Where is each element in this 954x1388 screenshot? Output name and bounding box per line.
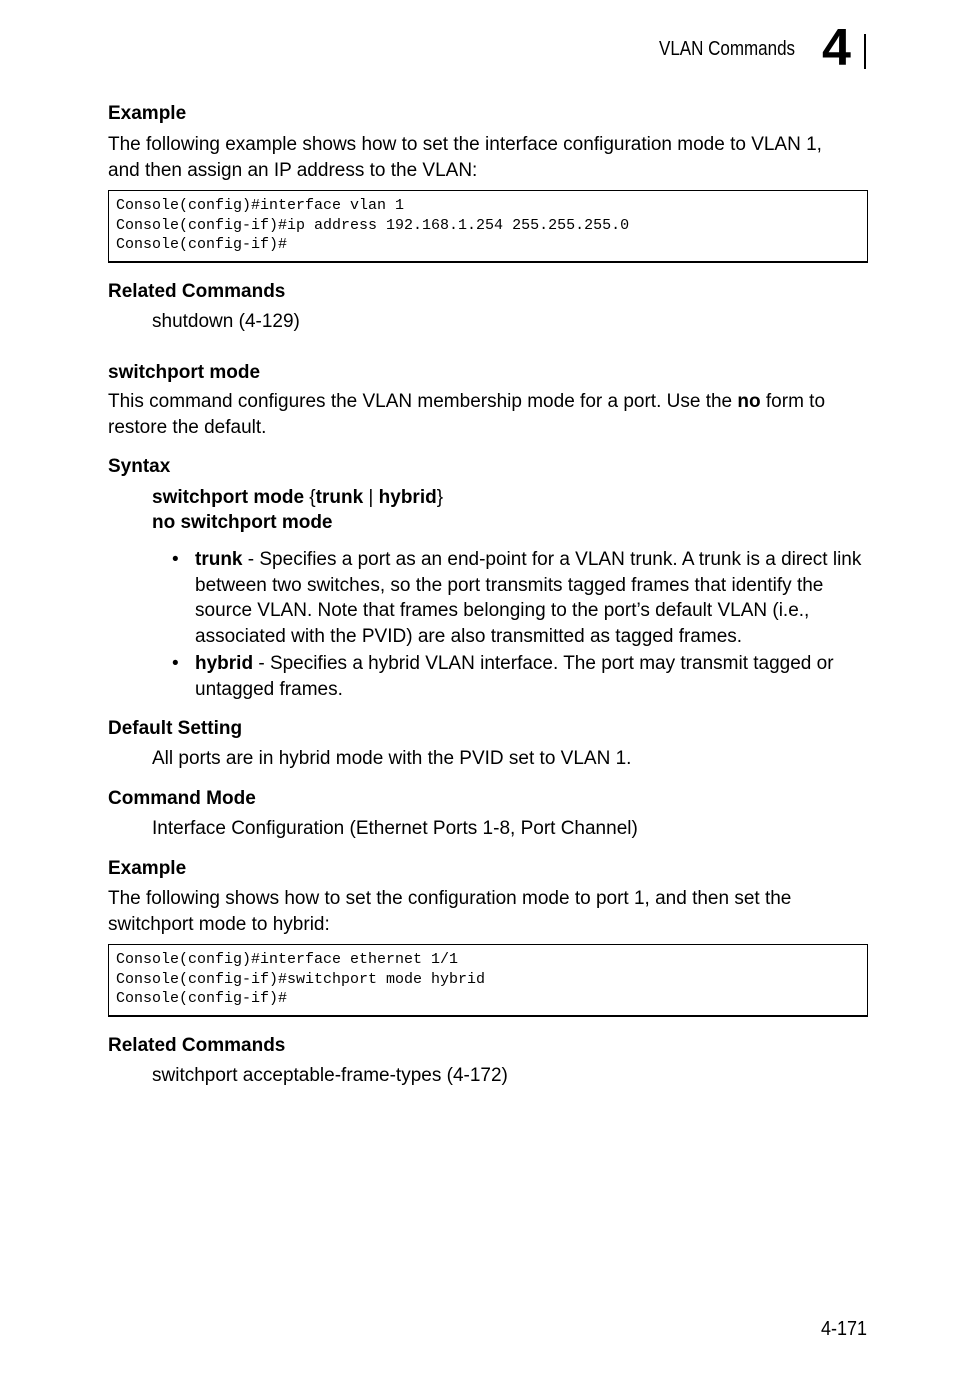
- related-commands-heading: Related Commands: [108, 281, 286, 302]
- example-heading: Example: [108, 103, 187, 124]
- parameter-list: [172, 547, 872, 702]
- running-header-title: VLAN Commands: [659, 38, 796, 60]
- command-mode-heading: Command Mode: [108, 788, 256, 809]
- example-intro: The following shows how to set the configuration mode to port 1, and then set the switchport mode to hybrid:: [108, 888, 792, 935]
- syntax-line-2: no switchport mode: [152, 512, 333, 533]
- chapter-number: 4: [822, 19, 851, 77]
- related-commands-heading: Related Commands: [108, 1035, 286, 1056]
- command-name: switchport mode: [108, 362, 261, 383]
- default-setting-text: All ports are in hybrid mode with the PVID set to VLAN 1.: [152, 748, 632, 769]
- syntax-heading: Syntax: [108, 456, 171, 477]
- bullet-icon: •: [172, 653, 179, 674]
- related-command-link: switchport acceptable-frame-types (4-172): [152, 1065, 508, 1086]
- command-mode-text: Interface Configuration (Ethernet Ports 1-8, Port Channel): [152, 818, 638, 839]
- default-setting-heading: Default Setting: [108, 718, 243, 739]
- list-item: • hybrid - Specifies a hybrid VLAN interface. The port may transmit tagged or untagged frames.: [172, 651, 872, 702]
- command-description: This command configures the VLAN membership mode for a port. Use the no form to restore the default.: [108, 391, 826, 438]
- list-item: • trunk - Specifies a port as an end-point for a VLAN trunk. A trunk is a direct link between two switches, so the port transmits tagged frames that identify the source VLAN. Note that frames belonging to the port’s default VLAN (i.e., associated with the PVID) are also transmitted as tagged frames.: [172, 547, 872, 649]
- bullet-icon: •: [172, 549, 179, 570]
- header-divider: [864, 34, 866, 69]
- code-block: Console(config)#interface ethernet 1/1 Console(config-if)#switchport mode hybrid Console(config-if)#: [108, 944, 868, 1017]
- example-heading: Example: [108, 858, 187, 879]
- page-number: 4-171: [821, 1318, 868, 1340]
- syntax-line-1: switchport mode {trunk | hybrid}: [152, 487, 444, 508]
- related-command-link: shutdown (4-129): [152, 311, 300, 332]
- code-block: Console(config)#interface vlan 1 Console(config-if)#ip address 192.168.1.254 255.255.255.0 Console(config-if)#: [108, 190, 868, 263]
- example-intro: The following example shows how to set the interface configuration mode to VLAN 1, and then assign an IP address to the VLAN:: [108, 134, 822, 181]
